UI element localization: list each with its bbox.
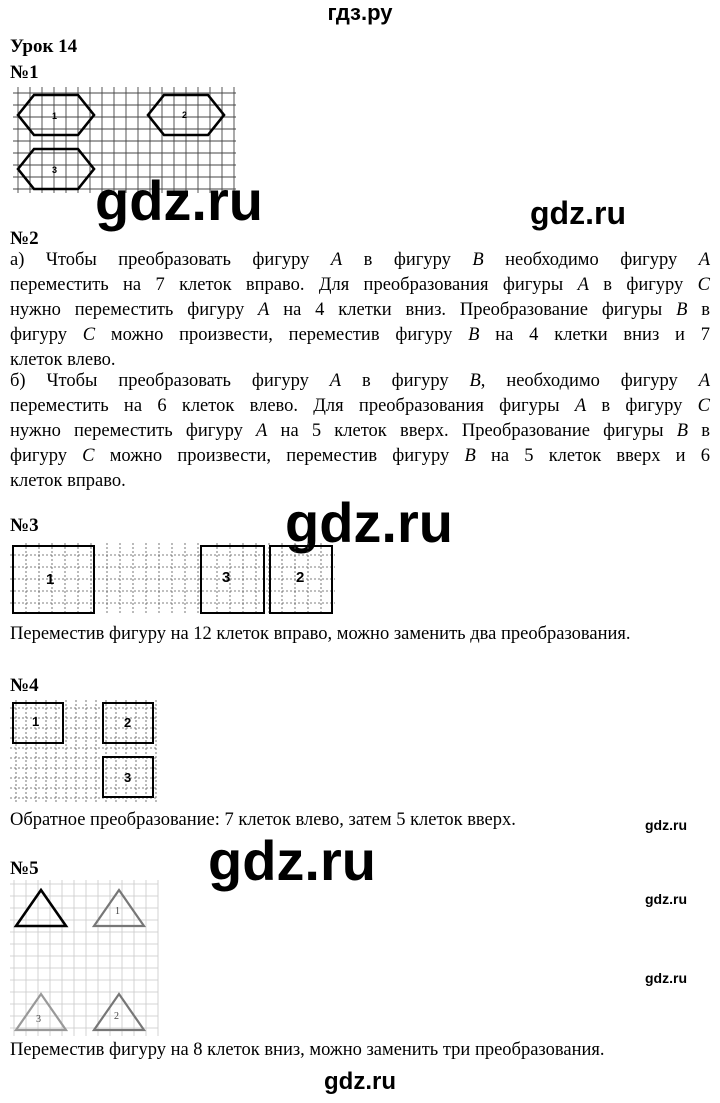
text-line: фигуру C можно произвести, переместив фигуру B на 4 клетки вниз и 7 [10,325,710,345]
text-line: клеток влево. [10,350,116,370]
watermark: gdz.ru [208,829,376,892]
text-line: б) Чтобы преобразовать фигуру A в фигуру B, необходимо фигуру A [10,371,710,391]
triangle-2 [94,994,144,1030]
task-4-grid-figure [10,700,160,805]
watermark: gdz.ru [645,817,687,833]
text-line: клеток вправо. [10,471,126,491]
figure-label-2: 2 [124,715,132,730]
task-2-part-a [10,248,710,373]
figure-label-1: 1 [32,714,40,729]
figure-label-1: 1 [52,111,58,121]
task-3-grid-figure [10,543,335,618]
text-line: переместить на 7 клеток вправо. Для преобразования фигуры A в фигуру C [10,275,710,295]
figure-label-2: 2 [182,110,188,120]
task-4-answer: Обратное преобразование: 7 клеток влево, затем 5 клеток вверх. [10,810,516,830]
watermark: gdz.ru [645,970,687,986]
text-line: фигуру C можно произвести, переместив фигуру B на 5 клеток вверх и 6 [10,446,710,466]
figure-label-1: 1 [46,571,55,588]
figure-label-3: 3 [52,165,58,175]
watermark: gdz.ru [95,169,263,232]
task-5-number: №5 [10,858,39,879]
figure-label-2: 2 [296,569,305,586]
figure-label-2: 2 [114,1011,119,1022]
task-5-answer: Переместив фигуру на 8 клеток вниз, можно заменить три преобразования. [10,1040,605,1060]
text-line: нужно переместить фигуру A на 4 клетки вниз. Преобразование фигуры B в [10,300,710,320]
figure-label-3: 3 [124,770,132,785]
text-line: нужно переместить фигуру A на 5 клеток вверх. Преобразование фигуры B в [10,421,710,441]
site-footer: gdz.ru [324,1068,396,1095]
task-3-answer: Переместив фигуру на 12 клеток вправо, можно заменить два преобразования. [10,624,631,644]
triangle-3 [16,994,66,1030]
figure-label-3: 3 [222,569,231,586]
task-2-number: №2 [10,228,39,249]
watermark: gdz.ru [645,891,687,907]
site-header: гдз.ру [327,0,393,25]
lesson-title: Урок 14 [10,36,78,57]
watermark: gdz.ru [530,195,626,231]
task-5-grid-figure [10,880,160,1038]
watermark: gdz.ru [285,491,453,554]
text-line: а) Чтобы преобразовать фигуру A в фигуру B необходимо фигуру A [10,250,710,270]
task-4-number: №4 [10,675,39,696]
figure-label-1: 1 [115,906,120,917]
task-2-part-b [10,369,710,494]
task-1-number: №1 [10,62,39,83]
figure-label-3: 3 [36,1014,41,1025]
task-3-number: №3 [10,515,39,536]
text-line: переместить на 6 клеток влево. Для преобразования фигуры A в фигуру C [10,396,710,416]
